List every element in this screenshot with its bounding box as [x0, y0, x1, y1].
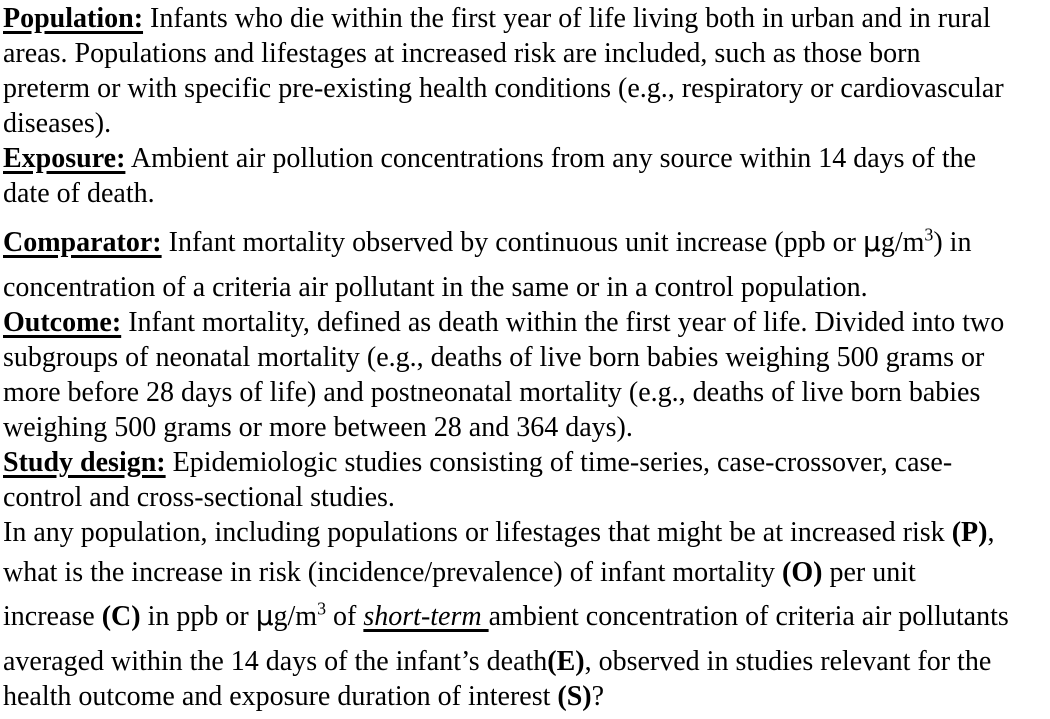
text-segment: Epidemiologic studies consisting of time-series, case-crossover, case- [165, 447, 953, 478]
study-design-tag: (S) [557, 681, 592, 712]
text-line [3, 375, 1050, 410]
text-segment: Infant mortality, defined as death within the first year of life. Divided into two [121, 307, 1005, 338]
text-segment: of [326, 601, 364, 632]
text-segment: preterm or with specific pre-existing health conditions (e.g., respiratory or cardiovascular [3, 73, 1004, 104]
short-term-emphasis: short-term [363, 601, 489, 632]
text-line [3, 340, 1050, 375]
text-line [3, 36, 1050, 71]
text-line [3, 270, 1050, 305]
text-line [3, 1, 1050, 36]
text-segment: what is the increase in risk (incidence/prevalence) of infant mortality [3, 557, 783, 588]
text-segment: weighing 500 grams or more between 28 and 364 days). [3, 412, 633, 443]
text-line [3, 679, 1050, 714]
text-line [3, 515, 1050, 550]
text-segment: health outcome and exposure duration of interest [3, 681, 558, 712]
section-outcome [3, 305, 1050, 445]
section-pecos-question [3, 515, 1050, 714]
text-segment: concentration of a criteria air pollutant in the same or in a control population. [3, 272, 868, 303]
text-segment: control and cross-sectional studies. [3, 482, 395, 513]
text-line [3, 71, 1050, 106]
section-population [3, 1, 1050, 141]
text-line [3, 644, 1050, 679]
text-line [3, 305, 1050, 340]
section-comparator [3, 224, 1050, 305]
text-line [3, 480, 1050, 515]
text-line [3, 141, 1050, 176]
text-segment: averaged within the 14 days of the infant’s death [3, 646, 548, 677]
section-exposure [3, 141, 1050, 211]
outcome-label: Outcome: [3, 307, 122, 338]
text-line [3, 224, 1050, 260]
text-segment: more before 28 days of life) and postneonatal mortality (e.g., deaths of live born babies [3, 377, 981, 408]
text-line [3, 598, 1050, 634]
text-line [3, 410, 1050, 445]
text-line [3, 445, 1050, 480]
outcome-tag: (O) [782, 557, 823, 588]
superscript-3: 3 [317, 598, 327, 619]
section-study-design [3, 445, 1050, 515]
text-segment: areas. Populations and lifestages at increased risk are included, such as those born [3, 38, 921, 69]
text-segment: g/m [273, 601, 318, 632]
comparator-tag: (C) [101, 601, 141, 632]
text-segment: in ppb or [140, 601, 256, 632]
text-segment: Ambient air pollution concentrations from any source within 14 days of the [125, 143, 977, 174]
text-segment: , [987, 517, 995, 548]
mu-glyph: μ [863, 225, 881, 258]
text-segment: In any population, including populations or lifestages that might be at increased risk [3, 517, 952, 548]
text-segment: ) in [933, 227, 972, 258]
comparator-label: Comparator: [3, 227, 162, 258]
text-segment: ambient concentration of criteria air pollutants [488, 601, 1009, 632]
superscript-3: 3 [924, 224, 934, 245]
text-segment: subgroups of neonatal mortality (e.g., deaths of live born babies weighing 500 grams or [3, 342, 985, 373]
exposure-label: Exposure: [3, 143, 126, 174]
text-line [3, 555, 1050, 590]
text-segment: diseases). [3, 108, 112, 139]
population-tag: (P) [951, 517, 988, 548]
text-line [3, 176, 1050, 211]
text-line [3, 106, 1050, 141]
text-segment: per unit [822, 557, 916, 588]
text-segment: date of death. [3, 178, 155, 209]
mu-glyph: μ [255, 599, 274, 632]
text-segment: ? [591, 681, 605, 712]
population-label: Population: [3, 3, 144, 34]
exposure-tag: (E) [547, 646, 585, 677]
text-segment: increase [3, 601, 102, 632]
text-segment: Infant mortality observed by continuous unit increase (ppb or [161, 227, 864, 258]
text-segment: Infants who die within the first year of life living both in urban and in rural [143, 3, 991, 34]
study-design-label: Study design: [3, 447, 166, 478]
text-segment: g/m [880, 227, 925, 258]
text-segment: , observed in studies relevant for the [584, 646, 992, 677]
